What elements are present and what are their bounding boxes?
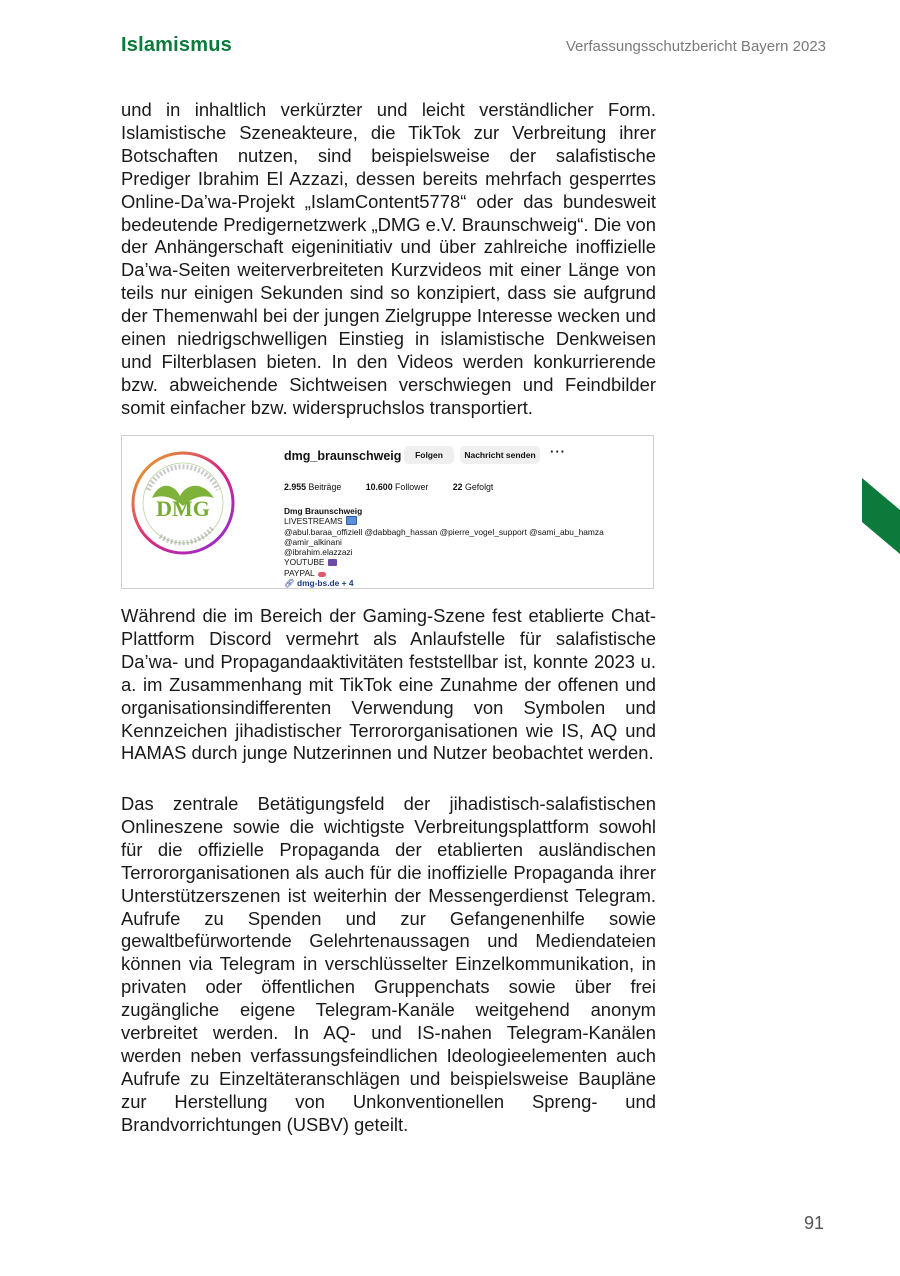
link-icon: 🔗︎ (284, 578, 297, 589)
posts-count: 2.955 (284, 482, 307, 492)
followers-count: 10.600 (365, 482, 393, 492)
bio-mentions[interactable]: @abul.baraa_offiziell @dabbagh_hassan @pierre_vogel_support @sami_abu_hamza @amir_alkinani (284, 526, 604, 547)
following-stat[interactable] (453, 482, 494, 492)
section-title: Islamismus (121, 34, 232, 56)
bio-paypal: PAYPAL (284, 568, 654, 578)
svg-text:DMG: DMG (156, 496, 210, 521)
following-label: Gefolgt (465, 482, 494, 492)
paragraph-1: und in inhaltlich verkürzter und leicht verständlicher Form. Islamistische Szeneakteure, die TikTok zur Verbreitung ihrer Botschaften nutzen, sind beispielsweise der salafistische Prediger Ibrahim El Azzazi, dessen bereits mehrfach gesperrtes Online-Da’wa-Projekt „IslamContent5778“ oder das bundesweit bedeutende Predigernetzwerk „DMG e.V. Braunschweig“. Die von der Anhängerschaft eigeninitiativ und über zahlreiche inoffizielle Da’wa-Seiten weiterverbreiteten Kurzvideos mit einer Länge von teils nur einigen Sekunden sind so konzipiert, dass sie aufgrund der Themenwahl bei der jungen Zielgruppe Interesse wecken und einen niedrigschwelligen Einstieg in islamistische Denkweisen und Filterblasen bieten. In den Videos werden konkurrierende bzw. abweichende Sichtweisen verschwiegen und Feindbilder somit einfacher bzw. widerspruchslos transportiert. (121, 99, 656, 418)
camera-icon (328, 559, 337, 566)
bio-link[interactable]: 🔗︎ dmg-bs.de + 4 (284, 578, 354, 589)
bio-mention-2[interactable]: @ibrahim.elazzazi (284, 547, 353, 558)
follow-button[interactable]: Folgen (404, 446, 454, 464)
bio-youtube: YOUTUBE (284, 557, 654, 567)
bio-livestreams: LIVESTREAMS (284, 516, 654, 526)
profile-username: dmg_braunschweig (284, 449, 402, 463)
report-title: Verfassungsschutzbericht Bayern 2023 (565, 38, 826, 55)
followers-stat[interactable] (366, 482, 429, 492)
posts-stat (284, 482, 341, 492)
following-count: 22 (452, 482, 463, 492)
chapter-tab-marker (862, 478, 900, 554)
send-message-button[interactable]: Nachricht senden (460, 446, 540, 464)
profile-stats (284, 482, 515, 492)
profile-panel (284, 436, 653, 588)
money-icon (318, 572, 326, 577)
paragraph-2: Während die im Bereich der Gaming-Szene fest etablierte Chat-Plattform Discord vermehrt als Anlaufstelle für salafistische Da’wa- und Propagandaaktivitäten feststellbar ist, konnte 2023 u. a. im Zusammenhang mit TikTok eine Zunahme der offenen und organisationsindifferenten Verwendung von Symbolen und Kennzeichen jihadistischer Terrororganisationen wie IS, AQ und HAMAS durch junge Nutzerinnen und Nutzer beobachtet werden. (121, 605, 656, 764)
display-name: Dmg Braunschweig (284, 506, 363, 516)
tv-icon (346, 516, 357, 525)
profile-bio (284, 506, 654, 588)
dmg-logo-icon (130, 450, 236, 556)
instagram-profile-screenshot (121, 435, 654, 589)
posts-label: Beiträge (308, 482, 342, 492)
more-options-icon[interactable]: ··· (550, 444, 566, 459)
paragraph-3: Das zentrale Betätigungsfeld der jihadistisch-salafistischen Onlineszene sowie die wichtigste Verbreitungsplattform sowohl für die offizielle Propaganda der etablierten ausländischen Terrororganisationen als auch für die inoffizielle Propaganda ihrer Unterstützerszenen ist weiterhin der Messengerdienst Telegram. Aufrufe zu Spenden und zur Gefangenenhilfe sowie gewaltbefürwortende Gelehrtenaussagen und Mediendateien können via Telegram in verschlüsselter Einzelkommunikation, in privaten oder öffentlichen Gruppenchats sowie über frei zugängliche eigene Telegram-Kanäle weitgehend anonym verbreitet werden. In AQ- und IS-nahen Telegram-Kanälen werden neben verfassungsfeindlichen Ideologieelementen auch Aufrufe zu Einzeltäteranschlägen und beispielsweise Baupläne zur Herstellung von Unkonventionellen Spreng- und Brandvorrichtungen (USBV) geteilt. (121, 793, 656, 1135)
page-number: 91 (803, 1213, 824, 1233)
followers-label: Follower (395, 482, 429, 492)
